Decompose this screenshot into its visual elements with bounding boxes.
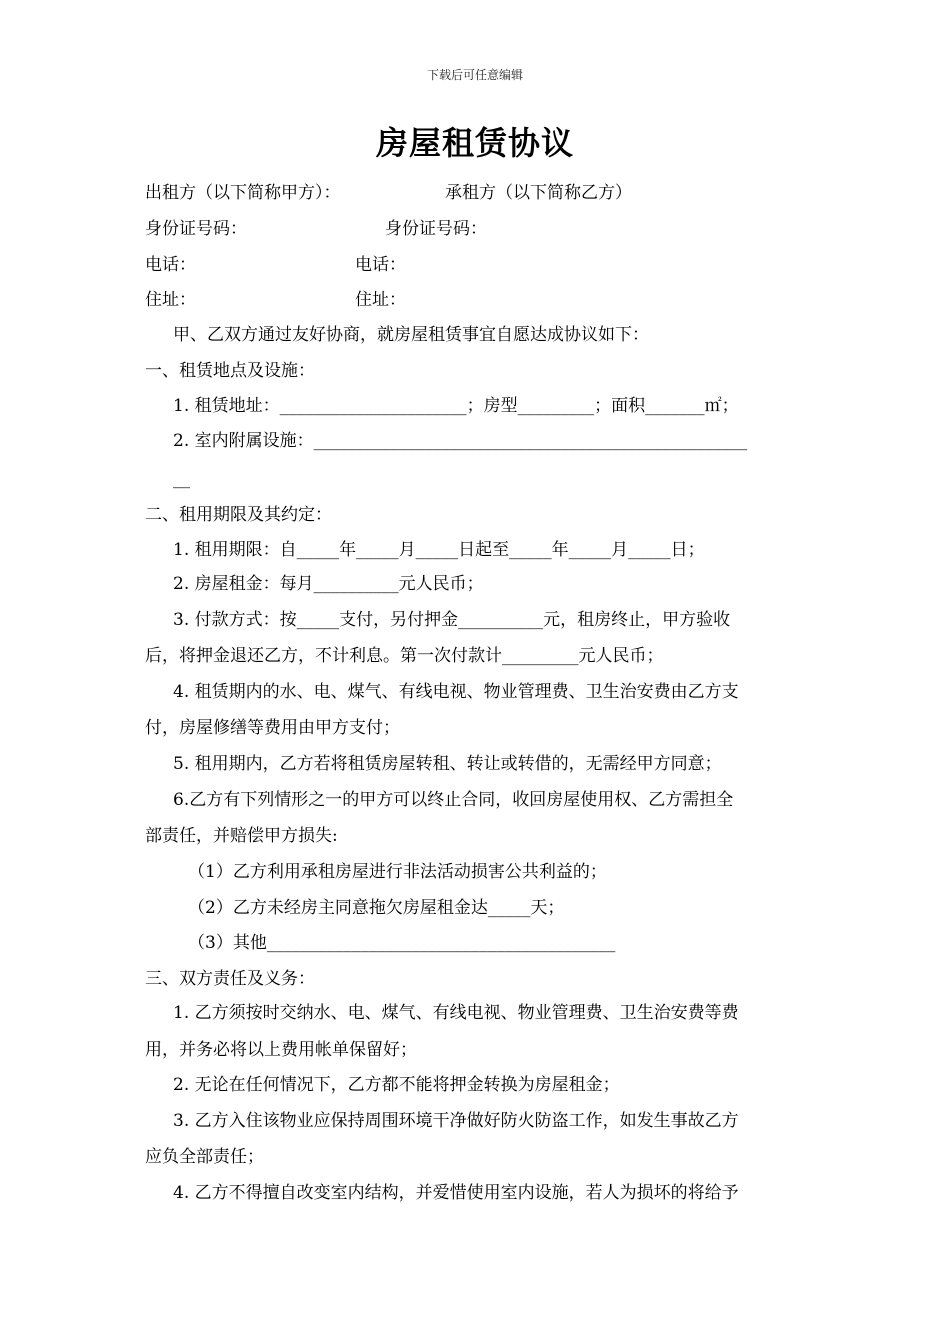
lessee-phone-label: 电话： — [355, 255, 406, 275]
clause-utilities-continued: 付，房屋修缮等费用由甲方支付； — [145, 718, 400, 738]
lessee-address-label: 住址： — [355, 290, 406, 310]
clause-facilities: 2. 室内附属设施：___________________________________________________ — [173, 431, 748, 451]
clause-rental-address: 1. 租赁地址：______________________；房型_________；面积_______㎡； — [173, 396, 739, 416]
clause-fees-continued: 用，并务必将以上费用帐单保留好； — [145, 1040, 417, 1060]
clause-safety-continued: 应负全部责任； — [145, 1147, 264, 1167]
section-heading: 二、租用期限及其约定： — [145, 505, 332, 525]
page-header: 下载后可任意编辑 — [426, 68, 523, 82]
address-row — [145, 288, 810, 312]
clause-termination-continued: 部责任，并赔偿甲方损失: — [145, 826, 338, 846]
section-heading: 三、双方责任及义务： — [145, 969, 315, 989]
clause-termination: 6.乙方有下列情形之一的甲方可以终止合同，收回房屋使用权、乙方需担全 — [173, 790, 734, 810]
clause-facilities-continued: __ — [173, 469, 190, 489]
clause-term: 1. 租用期限：自_____年_____月_____日起至_____年_____月_____日； — [173, 540, 705, 560]
document-title: 房屋租赁协议 — [375, 124, 574, 162]
lessee-id-label: 身份证号码： — [385, 219, 487, 239]
id-row — [145, 217, 810, 241]
section-heading: 一、租赁地点及设施： — [145, 361, 315, 381]
lessee-label: 承租方（以下简称乙方） — [445, 183, 632, 203]
lessor-phone-label: 电话： — [145, 255, 196, 275]
clause-safety: 3. 乙方入住该物业应保持周围环境干净做好防火防盗工作，如发生事故乙方 — [173, 1111, 739, 1131]
parties-row — [145, 181, 810, 205]
intro-text: 甲、乙双方通过友好协商，就房屋租赁事宜自愿达成协议如下： — [173, 325, 649, 345]
clause-fees: 1. 乙方须按时交纳水、电、煤气、有线电视、物业管理费、卫生治安费等费 — [173, 1003, 739, 1023]
phone-row — [145, 253, 810, 277]
clause-structure: 4. 乙方不得擅自改变室内结构，并爱惜使用室内设施，若人为损坏的将给予 — [173, 1183, 739, 1203]
sub-clause: （1）乙方利用承租房屋进行非法活动损害公共利益的； — [188, 862, 607, 882]
lessor-address-label: 住址： — [145, 290, 196, 310]
clause-payment-continued: 后，将押金退还乙方，不计利息。第一次付款计_________元人民币； — [145, 646, 664, 666]
clause-payment: 3. 付款方式：按_____支付，另付押金__________元，租房终止，甲方验收 — [173, 610, 731, 630]
clause-deposit: 2. 无论在任何情况下，乙方都不能将押金转换为房屋租金； — [173, 1075, 620, 1095]
sub-clause: （3）其他_________________________________________ — [188, 933, 616, 953]
lessor-id-label: 身份证号码： — [145, 219, 247, 239]
clause-utilities: 4. 租赁期内的水、电、煤气、有线电视、物业管理费、卫生治安费由乙方支 — [173, 682, 739, 702]
clause-rent: 2. 房屋租金：每月__________元人民币； — [173, 574, 484, 594]
lessor-label: 出租方（以下简称甲方）： — [145, 183, 341, 203]
sub-clause: （2）乙方未经房主同意拖欠房屋租金达_____天； — [188, 898, 565, 918]
clause-sublet: 5. 租用期内，乙方若将租赁房屋转租、转让或转借的，无需经甲方同意； — [173, 754, 722, 774]
